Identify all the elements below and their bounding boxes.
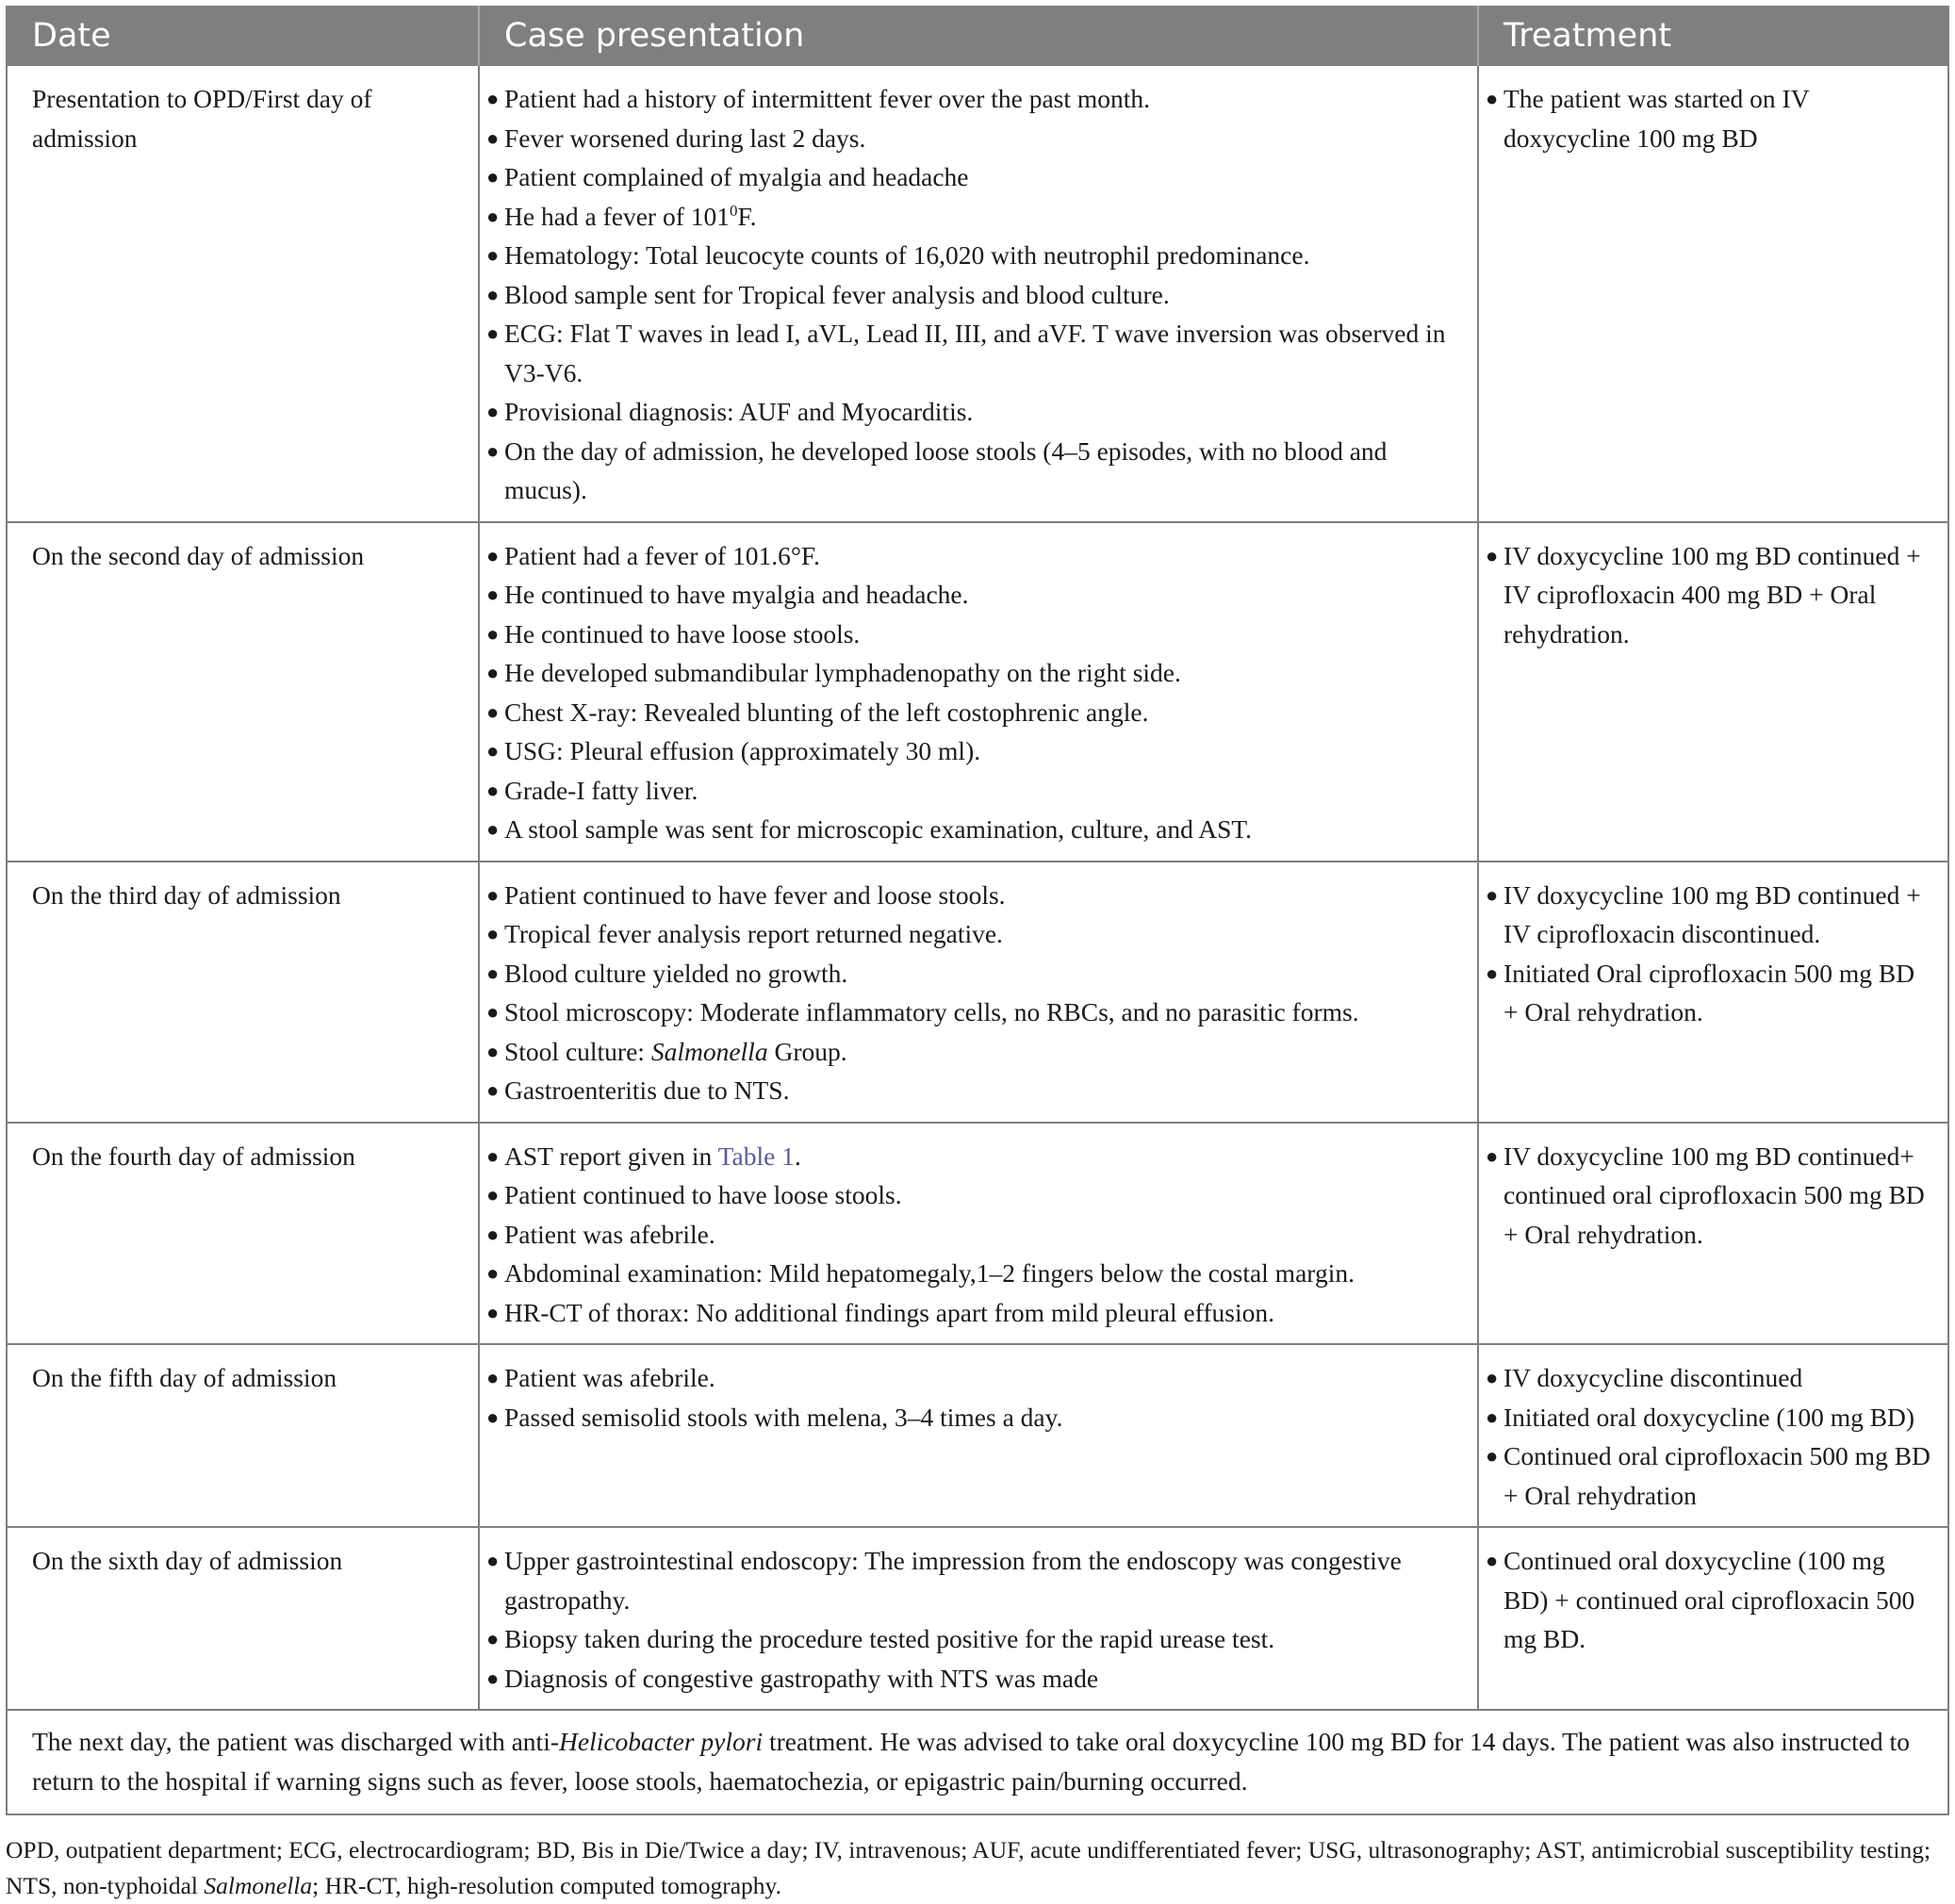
treatment-cell — [1478, 522, 1948, 862]
table-row — [7, 862, 1948, 1123]
table-row — [7, 1527, 1948, 1710]
list-item: ● Patient continued to have fever and loose stools. — [484, 876, 1464, 915]
case-cell — [479, 522, 1478, 862]
treatment-cell — [1478, 1527, 1948, 1710]
list-item: ● Tropical fever analysis report returned negative. — [484, 914, 1464, 954]
date-cell: On the third day of admission — [7, 862, 479, 1123]
bullet-icon: ● — [486, 1183, 500, 1206]
bullet-icon: ● — [486, 1666, 500, 1690]
bullet-icon: ● — [486, 1000, 500, 1024]
bullet-icon: ● — [1486, 960, 1499, 985]
bullet-icon: ● — [486, 960, 500, 985]
list-item: ● HR-CT of thorax: No additional findings apart from mild pleural effusion. — [484, 1293, 1464, 1333]
list-item: ● USG: Pleural effusion (approximately 30 ml). — [484, 731, 1464, 771]
header-treatment: Treatment — [1478, 7, 1948, 65]
table-row — [7, 65, 1948, 522]
date-cell: On the fifth day of admission — [7, 1344, 479, 1527]
list-item: ● Fever worsened during last 2 days. — [484, 119, 1464, 158]
list-item: ● Initiated oral doxycycline (100 mg BD) — [1483, 1398, 1934, 1437]
bullet-icon: ● — [486, 621, 500, 646]
list-item: ● Initiated Oral ciprofloxacin 500 mg BD + Oral rehydration. — [1483, 954, 1934, 1032]
list-item: ● Upper gastrointestinal endoscopy: The impression from the endoscopy was congestive gastropathy. — [484, 1541, 1464, 1619]
bullet-icon: ● — [1486, 1143, 1499, 1168]
bullet-icon: ● — [486, 1366, 500, 1389]
list-item: ● Blood culture yielded no growth. — [484, 954, 1464, 993]
list-item: ● Blood sample sent for Tropical fever analysis and blood culture. — [484, 275, 1464, 315]
list-item: ● ECG: Flat T waves in lead I, aVL, Lead II, III, and aVF. T wave inversion was observed in V3-V6. — [484, 314, 1464, 392]
list-item: ● He developed submandibular lymphadenopathy on the right side. — [484, 653, 1464, 693]
organism-name: Helicobacter pylori — [559, 1727, 764, 1756]
table-header-row — [7, 7, 1948, 65]
bullet-icon: ● — [486, 400, 500, 423]
case-cell — [479, 862, 1478, 1123]
list-item: ● Biopsy taken during the procedure tested positive for the rapid urease test. — [484, 1619, 1464, 1659]
bullet-icon: ● — [1486, 882, 1499, 907]
bullet-icon: ● — [486, 817, 500, 841]
bullet-icon: ● — [486, 1039, 500, 1063]
list-item: ● Patient was afebrile. — [484, 1358, 1464, 1398]
bullet-icon: ● — [486, 922, 500, 945]
bullet-icon: ● — [486, 661, 500, 684]
bullet-icon: ● — [1486, 87, 1499, 110]
bullet-icon: ● — [1486, 1366, 1499, 1389]
list-item: ● Abdominal examination: Mild hepatomegaly,1–2 fingers below the costal margin. — [484, 1254, 1464, 1293]
list-item: ● Patient had a history of intermittent fever over the past month. — [484, 79, 1464, 119]
list-item: ● Continued oral ciprofloxacin 500 mg BD + Oral rehydration — [1483, 1436, 1934, 1515]
list-item: ● Stool culture: Salmonella Group. — [484, 1032, 1464, 1072]
bullet-icon: ● — [486, 778, 500, 802]
list-item: ● IV doxycycline 100 mg BD continued + IV ciprofloxacin 400 mg BD + Oral rehydration. — [1483, 536, 1934, 654]
case-cell — [479, 1344, 1478, 1527]
bullet-icon: ● — [486, 1549, 500, 1572]
table-footnote: OPD, outpatient department; ECG, electrocardiogram; BD, Bis in Die/Twice a day; IV, intravenous; AUF, acute undifferentiated fever; USG, ultrasonography; AST, antimicrobial susceptibility testing; NTS, non-typhoidal Salmonella; HR-CT, high-resolution computed tomography. — [6, 1836, 1931, 1899]
bullet-icon: ● — [486, 1143, 500, 1168]
treatment-cell — [1478, 65, 1948, 522]
list-item: ● IV doxycycline 100 mg BD continued+ continued oral ciprofloxacin 500 mg BD + Oral rehydration. — [1483, 1137, 1934, 1255]
list-item: ● Patient had a fever of 101.6°F. — [484, 536, 1464, 576]
list-item: ● Patient complained of myalgia and headache — [484, 157, 1464, 197]
case-table-container — [6, 6, 1947, 1904]
date-cell: On the fourth day of admission — [7, 1123, 479, 1345]
list-item: ● On the day of admission, he developed loose stools (4–5 episodes, with no blood and mucus). — [484, 432, 1464, 510]
list-item: ● Diagnosis of congestive gastropathy with NTS was made — [484, 1659, 1464, 1699]
case-cell — [479, 65, 1478, 522]
case-cell — [479, 1527, 1478, 1710]
bullet-icon: ● — [486, 699, 500, 724]
case-cell — [479, 1123, 1478, 1345]
bullet-icon: ● — [486, 204, 500, 228]
list-item: ● The patient was started on IV doxycycline 100 mg BD — [1483, 79, 1934, 157]
list-item: ● IV doxycycline discontinued — [1483, 1358, 1934, 1398]
discharge-summary: The next day, the patient was discharged with anti-Helicobacter pylori treatment. He was advised to take oral doxycycline 100 mg BD for 14 days. The patient was also instructed to return to the hospital if warning signs such as fever, loose stools, haematochezia, or epigastric pain/burning occurred. — [7, 1710, 1948, 1814]
organism-name: Salmonella — [650, 1036, 768, 1066]
bullet-icon: ● — [486, 87, 500, 110]
list-item: ● Grade-I fatty liver. — [484, 771, 1464, 811]
bullet-icon: ● — [486, 543, 500, 567]
table-1-link[interactable]: Table 1 — [717, 1141, 795, 1171]
date-cell: On the sixth day of admission — [7, 1527, 479, 1710]
bullet-icon: ● — [486, 1261, 500, 1285]
treatment-cell — [1478, 1344, 1948, 1527]
list-item: ● Provisional diagnosis: AUF and Myocarditis. — [484, 392, 1464, 432]
bullet-icon: ● — [1486, 1404, 1499, 1429]
bullet-icon: ● — [1486, 1444, 1499, 1468]
list-item: ● A stool sample was sent for microscopic examination, culture, and AST. — [484, 810, 1464, 849]
list-item: ● Passed semisolid stools with melena, 3–4 times a day. — [484, 1398, 1464, 1437]
bullet-icon: ● — [486, 1078, 500, 1102]
organism-name: Salmonella — [204, 1872, 313, 1899]
degree-superscript: 0 — [730, 201, 738, 220]
bullet-icon: ● — [486, 1404, 500, 1429]
bullet-icon: ● — [486, 321, 500, 345]
summary-row — [7, 1710, 1948, 1814]
case-timeline-table — [6, 6, 1949, 1815]
list-item: ● He continued to have myalgia and headache. — [484, 575, 1464, 615]
bullet-icon: ● — [1486, 543, 1499, 567]
bullet-icon: ● — [486, 165, 500, 189]
list-item: ● Patient continued to have loose stools. — [484, 1175, 1464, 1215]
list-item: ● Gastroenteritis due to NTS. — [484, 1071, 1464, 1110]
bullet-icon: ● — [486, 1300, 500, 1324]
list-item: ● Hematology: Total leucocyte counts of 16,020 with neutrophil predominance. — [484, 236, 1464, 275]
bullet-icon: ● — [486, 583, 500, 606]
treatment-cell — [1478, 862, 1948, 1123]
bullet-icon: ● — [486, 882, 500, 907]
bullet-icon: ● — [486, 125, 500, 150]
list-item: ● IV doxycycline 100 mg BD continued + IV ciprofloxacin discontinued. — [1483, 876, 1934, 954]
list-item: ● Chest X-ray: Revealed blunting of the left costophrenic angle. — [484, 693, 1464, 732]
table-row — [7, 1123, 1948, 1345]
list-item: ● AST report given in Table 1. — [484, 1137, 1464, 1176]
header-date: Date — [7, 7, 479, 65]
bullet-icon: ● — [486, 438, 500, 463]
bullet-icon: ● — [1486, 1549, 1499, 1572]
table-row — [7, 522, 1948, 862]
list-item: ● He continued to have loose stools. — [484, 615, 1464, 654]
bullet-icon: ● — [486, 1627, 500, 1650]
bullet-icon: ● — [486, 1222, 500, 1246]
list-item: ● Continued oral doxycycline (100 mg BD) + continued oral ciprofloxacin 500 mg BD. — [1483, 1541, 1934, 1659]
bullet-icon: ● — [486, 739, 500, 763]
list-item: ● He had a fever of $101^0F$. — [484, 197, 1464, 237]
treatment-cell — [1478, 1123, 1948, 1345]
bullet-icon: ● — [486, 243, 500, 267]
date-cell: On the second day of admission — [7, 522, 479, 862]
list-item: ● Patient was afebrile. — [484, 1215, 1464, 1255]
date-cell: Presentation to OPD/First day of admission — [7, 65, 479, 522]
table-row — [7, 1344, 1948, 1527]
header-case-presentation: Case presentation — [479, 7, 1478, 65]
list-item: ● Stool microscopy: Moderate inflammatory cells, no RBCs, and no parasitic forms. — [484, 993, 1464, 1032]
bullet-icon: ● — [486, 282, 500, 306]
